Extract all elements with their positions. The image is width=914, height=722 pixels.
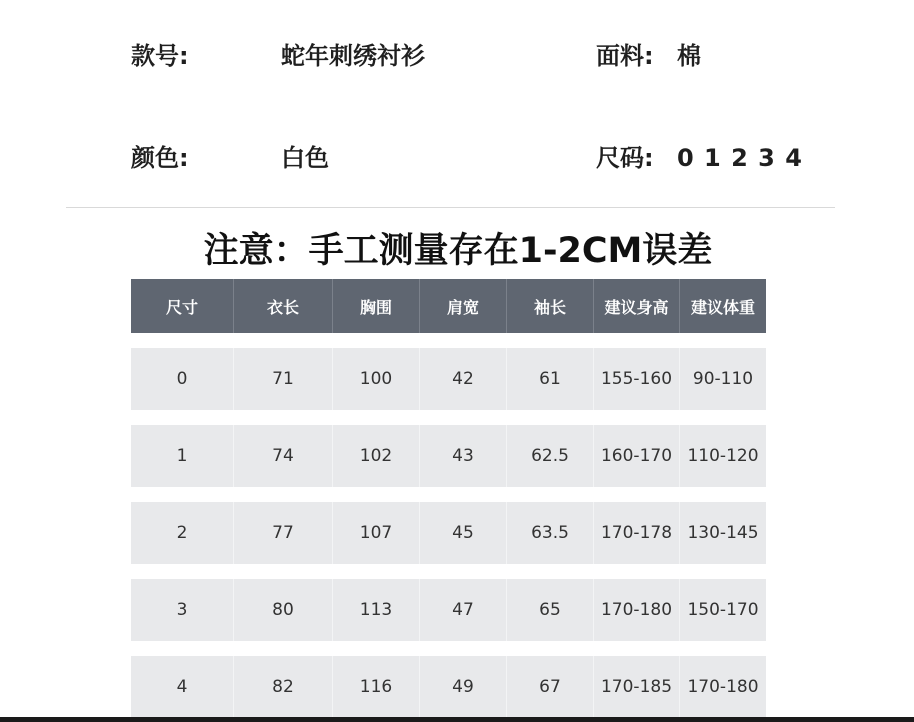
- table-cell: 2: [131, 502, 234, 564]
- table-row: [131, 348, 766, 410]
- table-cell: 0: [131, 348, 234, 410]
- table-cell: 47: [420, 579, 507, 641]
- table-cell: 61: [507, 348, 594, 410]
- header-cell-shoulder: 肩宽: [420, 279, 507, 333]
- size-value: 0 1 2 3 4: [677, 144, 803, 172]
- table-cell: 150-170: [687, 600, 759, 620]
- table-cell: 1: [131, 425, 234, 487]
- section-divider: [66, 207, 835, 208]
- table-row: [131, 579, 766, 641]
- table-cell: 49: [420, 656, 507, 718]
- table-cell: 63.5: [507, 502, 594, 564]
- table-row: [131, 425, 766, 487]
- table-cell: 102: [333, 425, 420, 487]
- table-cell: 74: [234, 425, 333, 487]
- table-cell: 90-110: [692, 369, 754, 389]
- size-label: 尺码:: [596, 144, 654, 172]
- table-cell: 170-180: [687, 677, 759, 697]
- table-cell: 107: [333, 502, 420, 564]
- table-cell: 3: [131, 579, 234, 641]
- header-cell-size: 尺寸: [131, 279, 234, 333]
- table-cell: 160-170: [594, 425, 680, 487]
- style-number-label: 款号:: [131, 42, 189, 70]
- table-cell: 45: [420, 502, 507, 564]
- measurement-notice: 注意：手工测量存在1-2CM误差: [203, 231, 713, 271]
- table-cell: 170-185: [594, 656, 680, 718]
- table-cell: 82: [234, 656, 333, 718]
- table-cell: 65: [507, 579, 594, 641]
- table-cell: 62.5: [507, 425, 594, 487]
- table-cell: 42: [420, 348, 507, 410]
- table-cell: 170-180: [594, 579, 680, 641]
- table-cell: 80: [234, 579, 333, 641]
- color-value: 白色: [281, 144, 329, 172]
- table-cell: 71: [234, 348, 333, 410]
- table-cell: 110-120: [687, 446, 759, 466]
- header-cell-chest: 胸围: [333, 279, 420, 333]
- table-row: [131, 656, 766, 718]
- color-label: 颜色:: [131, 144, 189, 172]
- header-cell-weight: 建议体重: [690, 297, 755, 317]
- style-number-value: 蛇年刺绣衬衫: [281, 42, 425, 70]
- header-cell-sleeve: 袖长: [507, 279, 594, 333]
- table-cell: 113: [333, 579, 420, 641]
- size-table-header: [131, 279, 766, 333]
- header-cell-length: 衣长: [234, 279, 333, 333]
- table-cell: 116: [333, 656, 420, 718]
- table-cell: 67: [507, 656, 594, 718]
- table-cell: 43: [420, 425, 507, 487]
- fabric-value: 棉: [677, 42, 701, 70]
- table-cell: 130-145: [687, 523, 759, 543]
- bottom-edge-bar: [0, 717, 914, 722]
- table-cell: 77: [234, 502, 333, 564]
- table-cell: 155-160: [594, 348, 680, 410]
- table-cell: 170-178: [594, 502, 680, 564]
- fabric-label: 面料:: [596, 42, 654, 70]
- table-cell: 4: [131, 656, 234, 718]
- table-row: [131, 502, 766, 564]
- table-cell: 100: [333, 348, 420, 410]
- header-cell-height: 建议身高: [594, 279, 680, 333]
